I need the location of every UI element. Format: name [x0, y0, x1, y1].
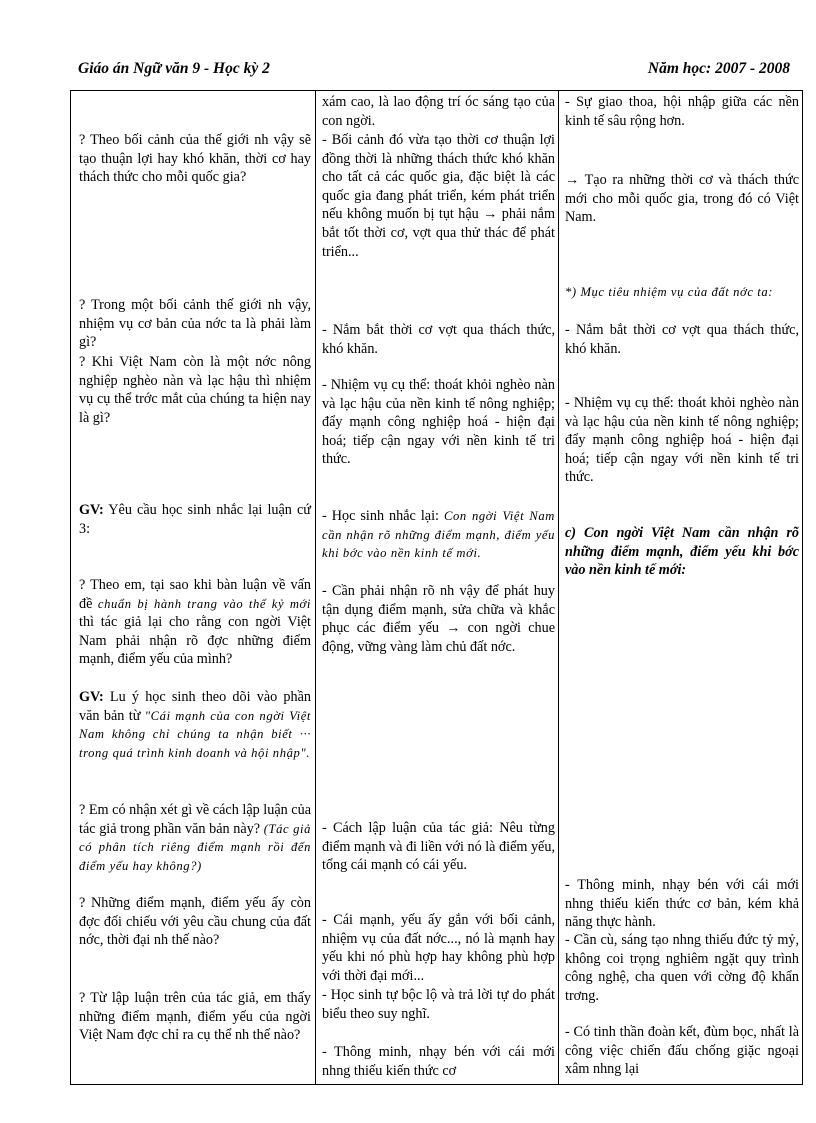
answer-4: - Nhiệm vụ cụ thể: thoát khỏi nghèo nàn và lạc hậu của nền kinh tế nông nghiệp; đẩy mạnh công nghiệp hoá - hiện đại hoá; tiếp cận ngay với nền kinh tế tri thức.	[322, 377, 555, 468]
answer-8: - Cái mạnh, yếu ấy gắn với bối cảnh, nhiệm vụ của đất nớc..., nó là mạnh hay yếu khi nó phù hợp hay không phù hợp với thời đại mới...	[322, 912, 555, 984]
question-2: ? Trong một bối cảnh thế giới nh vậy, nhiệm vụ cơ bản của nớc ta là phải làm gì?	[79, 297, 311, 351]
content-1: - Sự giao thoa, hội nhập giữa các nền kinh tế sâu rộng hơn.	[565, 94, 799, 129]
gv-label: GV:	[79, 689, 104, 705]
question-6: ? Những điểm mạnh, điểm yếu ấy còn đợc đối chiếu với yêu cầu chung của đất nớc, thời đại nh thế nào?	[79, 895, 311, 949]
content-7: - Có tinh thần đoàn kết, đùm bọc, nhất là công việc chiến đấu chống giặc ngoại xâm nhng lại	[565, 1024, 799, 1078]
content-6: - Cần cù, sáng tạo nhng thiếu đức tỷ mỷ, không coi trọng nghiêm ngặt quy trình công nghệ, cha quen với cờng độ khẩn trơng.	[565, 932, 799, 1004]
column-divider-2	[558, 91, 559, 1084]
question-1: ? Theo bối cảnh của thế giới nh vậy sẽ tạo thuận lợi hay khó khăn, thời cơ hay thách thức cho mỗi quốc gia?	[79, 132, 311, 186]
header-school-year: Năm học: 2007 - 2008	[647, 60, 790, 77]
content-2: → Tạo ra những thời cơ và thách thức mới cho mỗi quốc gia, trong đó có Việt Nam.	[565, 172, 799, 226]
answer-7: - Cách lập luận của tác giả: Nêu từng điểm mạnh và đi liền với nó là điểm yếu, tổng cái mạnh có cái yếu.	[322, 820, 555, 874]
answer-5: - Học sinh nhắc lại: Con ngời Việt Nam cần nhận rõ những điểm mạnh, điểm yếu khi bớc vào nền kinh tế mới.	[322, 508, 555, 561]
teacher-note-2: GV: Lu ý học sinh theo dõi vào phần văn bản từ "Cái mạnh của con ngời Việt Nam không chỉ chúng ta nhận biết ··· trong quá trình kinh doanh và hội nhập".	[79, 689, 311, 760]
section-c-heading: c) Con ngời Việt Nam cần nhận rõ những điểm mạnh, điểm yếu khi bớc vào nền kinh tế mới:	[565, 525, 799, 579]
question-4: ? Theo em, tại sao khi bàn luận về vấn đề chuẩn bị hành trang vào thế kỷ mới thì tác giả lại cho rằng con ngời Việt Nam phải nhận rõ đợc những điểm mạnh, điểm yếu của mình?	[79, 577, 311, 668]
header-title: Giáo án Ngữ văn 9 - Học kỳ 2	[78, 60, 270, 77]
arrow-icon: →	[565, 172, 580, 188]
content-4: - Nhiệm vụ cụ thể: thoát khỏi nghèo nàn và lạc hậu của nền kinh tế nông nghiệp; đẩy mạnh công nghiệp hoá - hiện đại hoá; tiếp cận ngay với nền kinh tế tri thức.	[565, 395, 799, 486]
arrow-icon: →	[483, 206, 498, 223]
content-3: - Nắm bắt thời cơ vợt qua thách thức, khó khăn.	[565, 322, 799, 357]
answer-3: - Nắm bắt thời cơ vợt qua thách thức, khó khăn.	[322, 322, 555, 357]
answer-2: - Bối cảnh đó vừa tạo thời cơ thuận lợi đồng thời là những thách thức khó khăn cho tất cả các quốc gia, đặc biệt là các quốc gia đang phát triển, kém phát triển nếu không muốn bị tụt hậu → phải nắm bắt tốt thời cơ, vợt qua thử thác để phát triển...	[322, 132, 555, 260]
content-5: - Thông minh, nhạy bén với cái mới nhng thiếu kiến thức cơ bản, kém khả năng thực hành.	[565, 877, 799, 931]
question-3: ? Khi Việt Nam còn là một nớc nông nghiệp nghèo nàn và lạc hậu thì nhiệm vụ cụ thể trớc mắt của chúng ta hiện nay là gì?	[79, 354, 311, 426]
teacher-note-1: GV: Yêu cầu học sinh nhắc lại luận cứ 3:	[79, 502, 311, 537]
answer-9: - Học sinh tự bộc lộ và trả lời tự do phát biểu theo suy nghĩ.	[322, 987, 555, 1022]
lesson-table	[70, 90, 803, 1085]
gv-label: GV:	[79, 502, 104, 518]
column-divider-1	[315, 91, 316, 1084]
question-5: ? Em có nhận xét gì về cách lập luận của tác giả trong phần văn bản này? (Tác giả có phân tích riêng điểm mạnh rồi đến điểm yếu hay không?)	[79, 802, 311, 873]
answer-1: xám cao, là lao động trí óc sáng tạo của con ngời.	[322, 94, 555, 129]
arrow-icon: →	[446, 620, 461, 637]
question-7: ? Từ lập luận trên của tác giả, em thấy những điểm mạnh, điểm yếu của ngời Việt Nam đợc chỉ ra cụ thể nh thế nào?	[79, 990, 311, 1044]
answer-10: - Thông minh, nhạy bén với cái mới nhng thiếu kiến thức cơ	[322, 1044, 555, 1079]
answer-6: - Cần phải nhận rõ nh vậy để phát huy tận dụng điểm mạnh, sửa chữa và khắc phục các điểm yếu → con ngời chue động, vững vàng làm chủ đất nớc.	[322, 583, 555, 655]
page-header	[78, 60, 790, 82]
objectives-heading: *) Mục tiêu nhiệm vụ của đất nớc ta:	[565, 285, 774, 299]
